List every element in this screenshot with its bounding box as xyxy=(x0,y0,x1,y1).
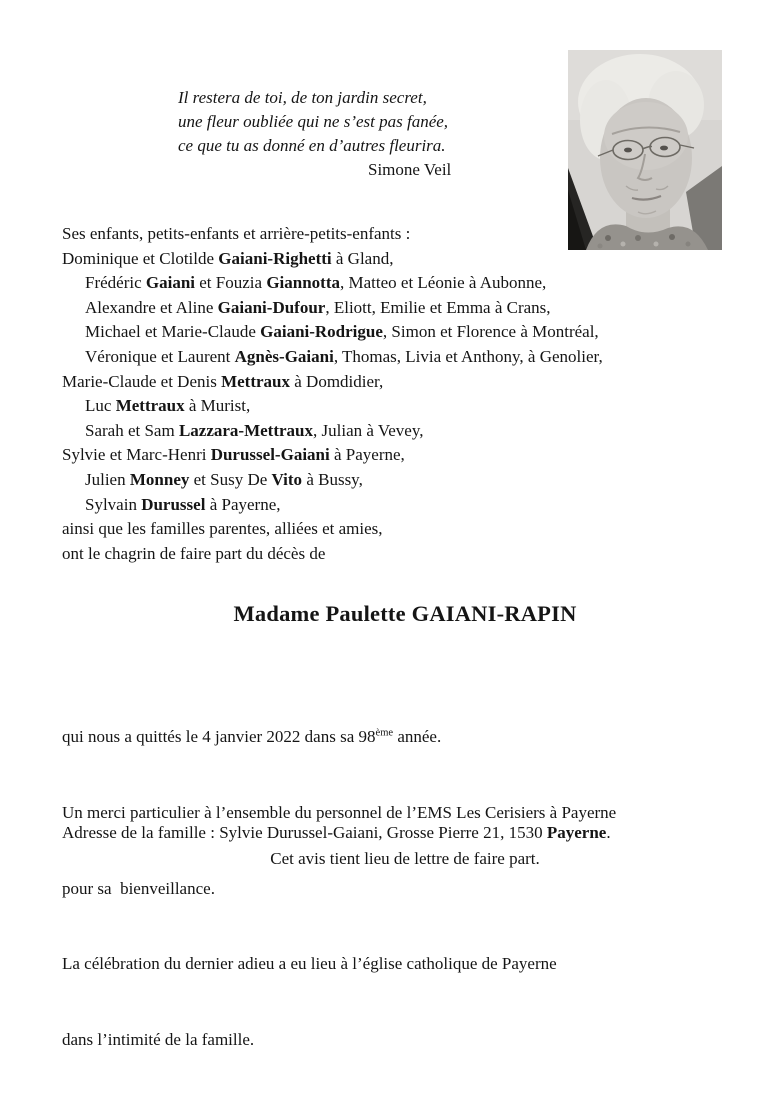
family-line xyxy=(62,370,722,395)
family-line xyxy=(62,493,722,518)
family-text: à Domdidier, xyxy=(290,371,384,391)
family-text: Sylvain xyxy=(85,494,142,514)
family-line xyxy=(62,419,722,444)
footer-section xyxy=(62,820,748,872)
family-text: à Murist, xyxy=(184,396,251,416)
thanks-line-1: Un merci particulier à l’ensemble du personnel de l’EMS Les Cerisiers à Payerne xyxy=(62,803,617,823)
family-text: et Fouzia xyxy=(195,273,267,293)
family-surname: Gaiani xyxy=(145,273,196,293)
family-outro-1: ainsi que les familles parentes, alliées et amies, xyxy=(62,519,383,539)
family-surname: Giannotta xyxy=(266,273,340,293)
ceremony-line-2: dans l’intimité de la famille. xyxy=(62,1029,255,1049)
address-before: Adresse de la famille : Sylvie Durussel-Gaiani, Grosse Pierre 21, 1530 xyxy=(62,823,547,842)
announcement-section xyxy=(62,674,722,1102)
family-address-line xyxy=(62,820,748,846)
family-surname: Gaiani-Rodrigue xyxy=(260,322,383,342)
address-city: Payerne xyxy=(546,823,607,842)
family-line xyxy=(62,247,722,272)
family-text: , Julian à Vevey, xyxy=(313,420,424,440)
family-surname: Gaiani-Righetti xyxy=(218,248,332,268)
ordinal-superscript: ème xyxy=(375,727,394,739)
family-outro-2: ont le chagrin de faire part du décès de xyxy=(62,543,326,563)
family-text: Sarah et Sam xyxy=(85,420,179,440)
family-text: Frédéric xyxy=(85,273,146,293)
family-line xyxy=(62,443,722,468)
family-surname: Lazzara-Mettraux xyxy=(178,420,314,440)
ceremony-line-1: La célébration du dernier adieu a eu lieu à l’église catholique de Payerne xyxy=(62,954,557,974)
family-text: et Susy De xyxy=(189,469,272,489)
family-surname: Gaiani-Dufour xyxy=(217,297,326,317)
family-surname: Durussel-Gaiani xyxy=(210,445,330,465)
family-section xyxy=(62,222,722,566)
family-text: , Eliott, Emilie et Emma à Crans, xyxy=(325,297,551,317)
death-date-after: année. xyxy=(393,727,442,747)
quote-line-2: une fleur oubliée qui ne s’est pas fanée, xyxy=(178,112,449,131)
death-date-before: qui nous a quittés le 4 janvier 2022 dans sa 98 xyxy=(62,727,376,747)
family-surname: Monney xyxy=(129,469,190,489)
address-after: . xyxy=(606,823,611,842)
family-line xyxy=(62,320,722,345)
family-text: Marie-Claude et Denis xyxy=(62,371,222,391)
thanks-line-2: pour sa bienveillance. xyxy=(62,878,215,898)
portrait-photo-graphic xyxy=(568,50,722,250)
family-lines xyxy=(62,247,722,518)
family-line xyxy=(62,345,722,370)
family-surname: Mettraux xyxy=(115,396,185,416)
portrait-photo xyxy=(568,50,722,250)
family-intro: Ses enfants, petits-enfants et arrière-petits-enfants : xyxy=(62,224,411,243)
quote-block xyxy=(178,86,451,182)
family-text: Sylvie et Marc-Henri xyxy=(62,445,211,465)
deceased-name-title: Madame Paulette GAIANI-RAPIN xyxy=(233,601,577,626)
family-surname: Vito xyxy=(271,469,303,489)
family-text: Véronique et Laurent xyxy=(85,346,235,366)
family-text: à Payerne, xyxy=(205,494,281,514)
family-text: , Matteo et Léonie à Aubonne, xyxy=(340,273,547,293)
family-text: , Thomas, Livia et Anthony, à Genolier, xyxy=(333,346,603,366)
family-surname: Durussel xyxy=(141,494,206,514)
family-line xyxy=(62,296,722,321)
family-text: Michael et Marie-Claude xyxy=(85,322,261,342)
family-line xyxy=(62,271,722,296)
family-text: à Payerne, xyxy=(329,445,405,465)
family-line xyxy=(62,394,722,419)
death-date-line xyxy=(62,724,722,749)
quote-attribution: Simone Veil xyxy=(368,160,452,179)
family-text: Alexandre et Aline xyxy=(85,297,218,317)
family-text: Dominique et Clotilde xyxy=(62,248,219,268)
family-line xyxy=(62,468,722,493)
family-surname: Agnès-Gaiani xyxy=(234,346,334,366)
family-text: Julien xyxy=(85,469,130,489)
family-text: à Bussy, xyxy=(302,469,363,489)
quote-line-1: Il restera de toi, de ton jardin secret, xyxy=(178,88,427,107)
family-surname: Mettraux xyxy=(221,371,291,391)
family-text: , Simon et Florence à Montréal, xyxy=(382,322,599,342)
family-text: à Gland, xyxy=(331,248,394,268)
closing-line: Cet avis tient lieu de lettre de faire part. xyxy=(270,849,540,868)
quote-line-3: ce que tu as donné en d’autres fleurira. xyxy=(178,136,446,155)
family-text: Luc xyxy=(85,396,116,416)
